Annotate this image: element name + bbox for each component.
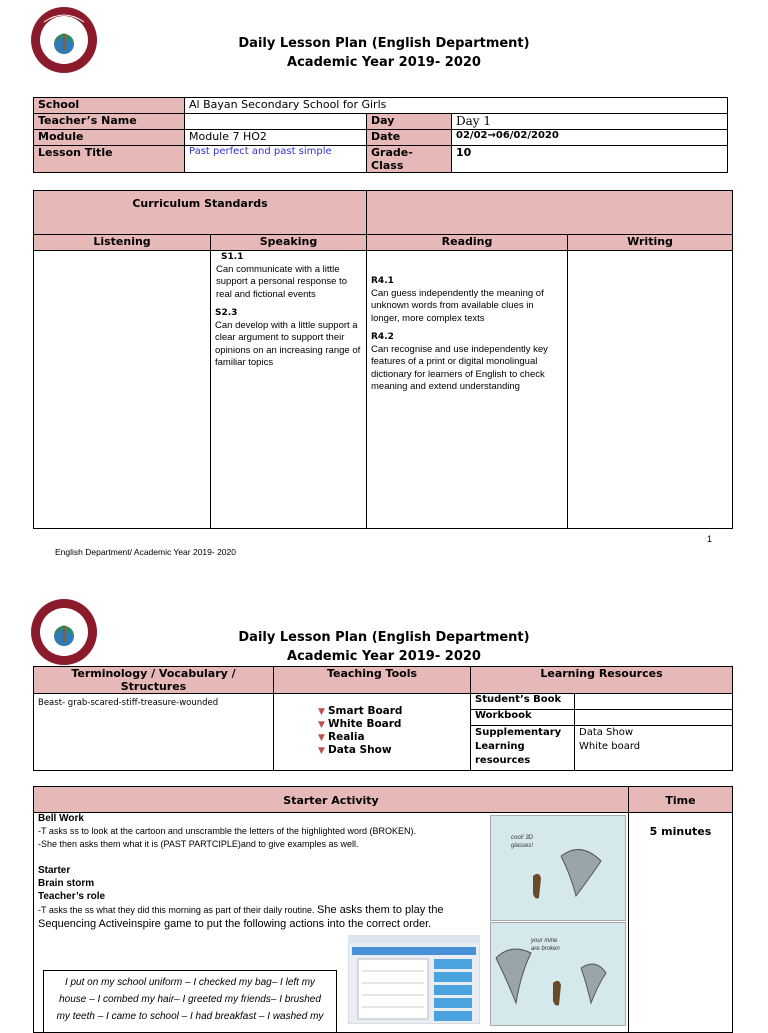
standard-code: R4.2 [371, 332, 394, 342]
bell-work-heading: Bell Work [38, 813, 84, 824]
brain-storm-heading: Brain storm [38, 878, 95, 889]
teachers-role-heading: Teacher’s role [38, 891, 106, 902]
time-label: Time [629, 787, 733, 813]
standard-text: Can guess independently the meaning of unknown words from available clues in longer, more complex texts [371, 287, 544, 324]
dolphin-drawing [491, 816, 625, 920]
role-text: -T asks the ss what they did this morning as part of their daily routine. [38, 905, 315, 915]
workbook-value [575, 710, 733, 726]
date-label: Date [367, 130, 452, 146]
cartoon-dolphin-broken [490, 922, 626, 1026]
supplementary-label: Supplementary Learning resources [471, 726, 575, 771]
cartoon-caption: your mine are broken [531, 938, 560, 952]
lesson-value: Past perfect and past simple [185, 146, 367, 173]
day-label: Day [367, 114, 452, 130]
standard-text: Can communicate with a little support a personal response to real and fictional events [216, 263, 347, 300]
cartoon-caption: cool! 3D glasses! [511, 835, 534, 849]
resources-table [33, 666, 733, 771]
actions-line: house – I combed my hair– I greeted my friends– I brushed [59, 994, 321, 1005]
page-title: Daily Lesson Plan (English Department) [238, 630, 530, 645]
pin-icon: ▼ [318, 746, 325, 756]
academic-year: Academic Year 2019- 2020 [287, 649, 481, 664]
header-writing: Writing [568, 235, 733, 251]
page-title: Daily Lesson Plan (English Department) [238, 36, 530, 51]
header-speaking: Speaking [211, 235, 367, 251]
tool-item: ▼ Realia [318, 731, 365, 743]
cartoon-dolphin-glasses [490, 815, 626, 921]
tool-item: ▼ Smart Board [318, 705, 403, 717]
workbook-label: Workbook [471, 710, 575, 726]
school-value: Al Bayan Secondary School for Girls [185, 98, 728, 114]
role-text: She asks them to play the Sequencing Activeinspire game to put the following actions into the correct order. [38, 904, 444, 930]
students-book-label: Student’s Book [471, 694, 575, 710]
listening-cell [34, 251, 211, 529]
reading-cell [367, 251, 568, 529]
curriculum-title-blank [367, 191, 733, 235]
standard-text: Can recognise and use independently key features of a print or digital monolingual dictionary for learners of English to check meaning and extend understanding [371, 343, 548, 392]
module-label: Module [34, 130, 185, 146]
starter-heading: Starter [38, 865, 71, 876]
header-teaching-tools: Teaching Tools [274, 667, 471, 694]
grade-label: Grade- Class [367, 146, 452, 173]
header-listening: Listening [34, 235, 211, 251]
actions-line: I put on my school uniform – I checked my bag– I left my [64, 977, 316, 988]
header-learning-resources: Learning Resources [471, 667, 733, 694]
dolphin-drawing [491, 923, 625, 1025]
module-value: Module 7 HO2 [185, 130, 367, 146]
bell-line: -T asks ss to look at the cartoon and unscramble the letters of the highlighted word (BROKEN). [38, 826, 417, 836]
standard-code: S2.3 [215, 308, 238, 318]
teacher-value [185, 114, 367, 130]
date-value: 02/02→06/02/2020 [452, 130, 728, 146]
header-reading: Reading [367, 235, 568, 251]
curriculum-table [33, 190, 733, 529]
info-table [33, 97, 728, 173]
pin-icon: ▼ [318, 733, 325, 743]
speaking-cell [211, 251, 367, 529]
header-terminology: Terminology / Vocabulary / Structures [34, 667, 274, 694]
actions-line: my teeth – I came to school – I had breakfast – I washed my [56, 1011, 324, 1022]
activeinspire-game-screenshot [348, 935, 480, 1024]
writing-cell [568, 251, 733, 529]
students-book-value [575, 694, 733, 710]
pin-icon: ▼ [318, 707, 325, 717]
teacher-label: Teacher’s Name [34, 114, 185, 130]
academic-year: Academic Year 2019- 2020 [287, 55, 481, 70]
supplementary-value: Data Show White board [575, 726, 733, 771]
time-value: 5 minutes [629, 813, 733, 1033]
pin-icon: ▼ [318, 720, 325, 730]
grade-value: 10 [452, 146, 728, 173]
page-number: 1 [707, 534, 713, 544]
starter-title: Starter Activity [34, 787, 629, 813]
terms-cell: Beast- grab-scared-stiff-treasure-wounded [34, 694, 274, 771]
day-value: Day 1 [452, 114, 728, 130]
lesson-label: Lesson Title [34, 146, 185, 173]
standard-code: S1.1 [221, 252, 244, 262]
curriculum-title: Curriculum Standards [34, 191, 367, 235]
tools-cell [274, 694, 471, 771]
standard-code: R4.1 [371, 276, 394, 286]
school-label: School [34, 98, 185, 114]
bell-line: -She then asks them what it is (PAST PARTCIPLE)and to give examples as well. [38, 839, 359, 849]
starter-text [38, 812, 488, 931]
standard-text: Can develop with a little support a clear argument to support their opinions on an increasing range of familiar topics [215, 319, 361, 368]
footer-text: English Department/ Academic Year 2019- 2020 [55, 547, 236, 557]
tool-item: ▼ White Board [318, 718, 402, 730]
tool-item: ▼ Data Show [318, 744, 392, 756]
